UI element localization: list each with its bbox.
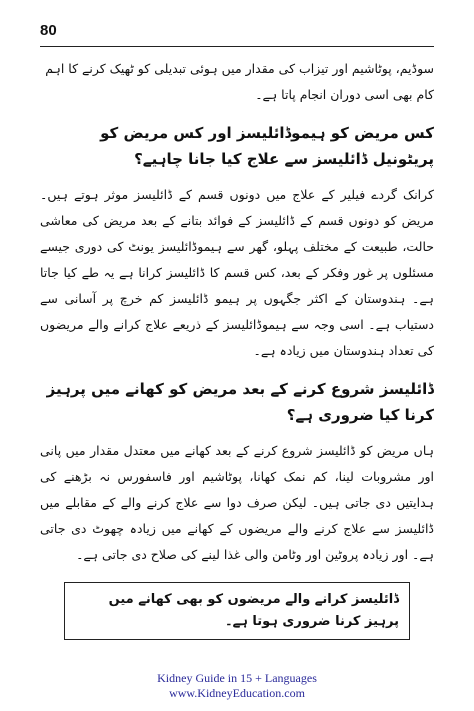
answer-paragraph-diet-after-dialysis: ہاں مریض کو ڈائلیسز شروع کرنے کے بعد کھانے میں معتدل مقدار میں پانی اور مشروبات لینا، کم نمک کھانا، پوٹاشیم اور فاسفورس نہ بڑھنے کی ہدایتیں دی جاتی ہیں۔ لیکن صرف دوا سے علاج کرنے والے کے مقابلے میں ڈائلیسز سے علاج کرنے والے مریضوں کے کھانے میں زیادہ چھوٹ دی جاتی ہے۔ اور زیادہ پروٹین اور وٹامن والی غذا لینے کی صلاح دی جاتی ہے۔ <box>40 443 434 562</box>
footer-title: Kidney Guide in 15 + Languages <box>157 671 317 685</box>
question-heading-dialysis-choice: کس مریض کو ہیموڈائلیسز اور کس مریض کو پریٹونیل ڈائلیسز سے علاج کیا جانا چاہیے؟ <box>100 124 434 168</box>
page-number: 80 <box>40 22 57 39</box>
answer-paragraph-dialysis-choice: کرانک گردے فیلیر کے علاج میں دونوں قسم کے ڈائلیسز موثر ہوتے ہیں۔ مریض کو دونوں قسم کے ڈائلیسز کے فوائد بتانے کے بعد مریض کی معاشی حالت، طبیعت کے مختلف پہلو، گھر سے ہیموڈائلیسز یونٹ کی دوری جیسے مسئلوں پر غور وفکر کے بعد، کس قسم کا ڈائلیسز کرانا ہے یہ طے کیا جاتا ہے۔ ہندوستان کے اکثر جگہوں پر ہیمو ڈائلیسز کم خرچ پر آسانی سے دستیاب ہے۔ اسی وجہ سے ہیموڈائلیسز کے ذریعے علاج کرانے والے مریضوں کی تعداد ہندوستان میں زیادہ ہے۔ <box>40 187 434 358</box>
intro-paragraph: سوڈیم، پوٹاشیم اور تیزاب کی مقدار میں ہوئی تبدیلی کو ٹھیک کرنے کا اہم کام بھی اسی دوران انجام پاتا ہے۔ <box>45 61 434 102</box>
highlight-note-box: ڈائلیسز کرانے والے مریضوں کو بھی کھانے میں پرہیز کرنا ضروری ہوتا ہے۔ <box>64 582 410 640</box>
footer <box>0 671 474 701</box>
header-divider <box>40 46 434 47</box>
page-content <box>40 56 434 640</box>
question-heading-diet-after-dialysis: ڈائلیسز شروع کرنے کے بعد مریض کو کھانے میں پرہیز کرنا کیا ضروری ہے؟ <box>46 380 434 424</box>
footer-website-link[interactable]: www.KidneyEducation.com <box>169 686 305 700</box>
